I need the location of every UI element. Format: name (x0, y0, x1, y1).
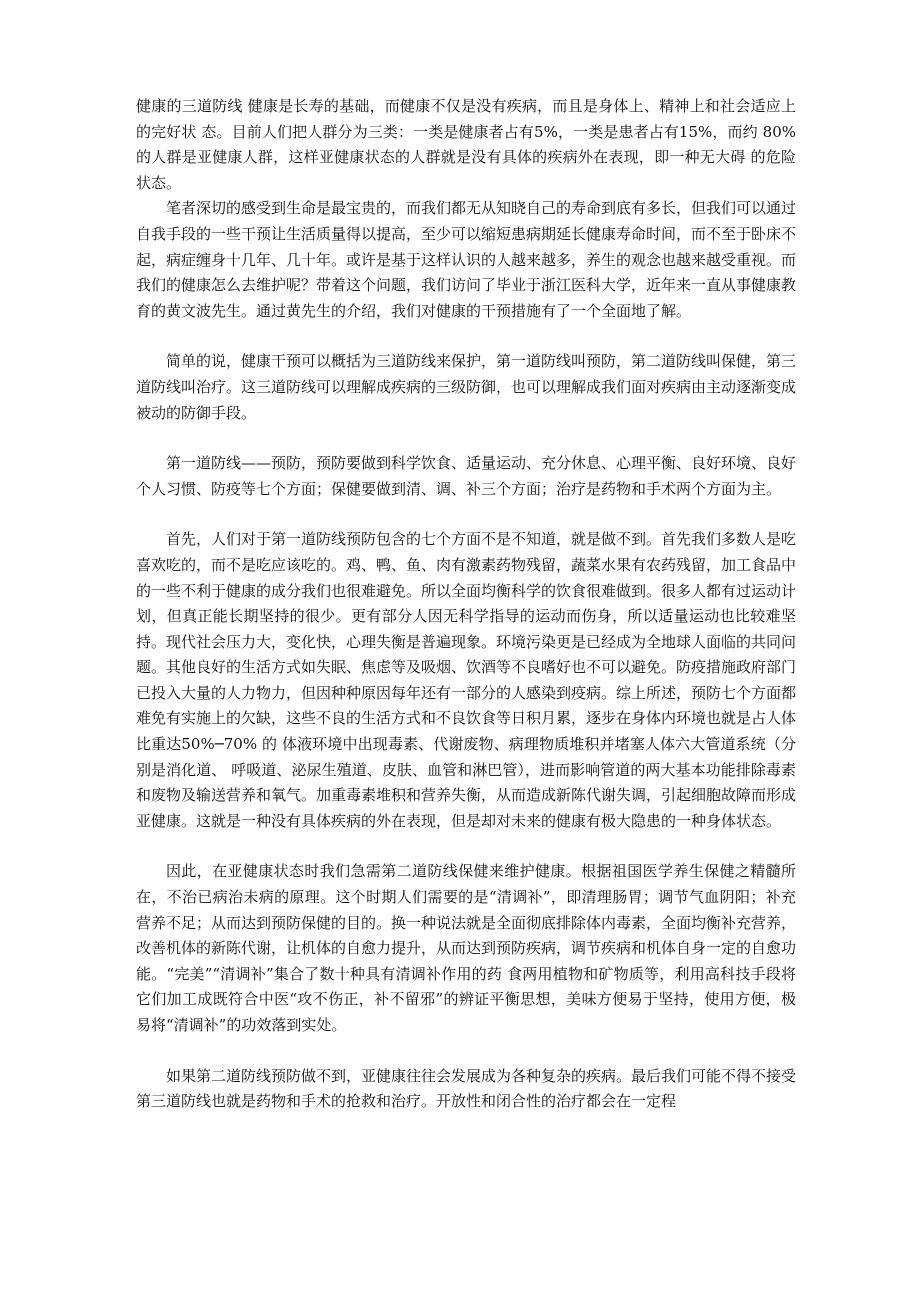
paragraph-prevention-details: 首先，人们对于第一道防线预防包含的七个方面不是不知道，就是做不到。首先我们多数人是吃喜欢吃的，而不是吃应该吃的。鸡、鸭、鱼、肉有激素药物残留，蔬菜水果有农药残留，加工食品中的一些不利于健康的成分我们也很难避免。所以全面均衡科学的饮食很难做到。很多人都有过运动计划，但真正能长期坚持的很少。更有部分人因无科学指导的运动而伤身，所以适量运动也比较难坚持。现代社会压力大，变化快，心理失衡是普遍现象。环境污染更是已经成为全地球人面临的共同问题。其他良好的生活方式如失眠、焦虑等及吸烟、饮酒等不良嗜好也不可以避免。防疫措施政府部门已投入大量的人力物力，但因种种原因每年还有一部分的人感染到疫病。综上所述，预防七个方面都难免有实施上的欠缺，这些不良的生活方式和不良饮食等日积月累，逐步在身体内环境也就是占人体比重达50%─70% 的 体液环境中出现毒素、代谢废物、病理物质堆积并堵塞人体六大管道系统（分别是消化道、 呼吸道、泌尿生殖道、皮肤、血管和淋巴管），进而影响管道的两大基本功能排除毒素和废物及输送营养和氧气。加重毒素堆积和营养失衡，从而造成新陈代谢失调，引起细胞故障而形成亚健康。这就是一种没有具体疾病的外在表现，但是却对未来的健康有极大隐患的一种身体状态。 (136, 530, 797, 830)
document-page (136, 94, 796, 1115)
paragraph-third-defense: 如果第二道防线预防做不到，亚健康往往会发展成为各种复杂的疾病。最后我们可能不得不接受第三道防线也就是药物和手术的抢救和治疗。开放性和闭合性的治疗都会在一定程 (136, 1066, 797, 1111)
paragraph-three-defenses: 简单的说，健康干预可以概括为三道防线来保护，第一道防线叫预防，第二道防线叫保健，第三道防线叫治疗。这三道防线可以理解成疾病的三级防御，也可以理解成我们面对疾病由主动逐渐变成被动的防御手段。 (136, 352, 797, 422)
paragraph-author-interview: 笔者深切的感受到生命是最宝贵的，而我们都无从知晓自己的寿命到底有多长，但我们可以通过自我手段的一些干预让生活质量得以提高，至少可以缩短患病期延长健康寿命时间，而不至于卧床不起，病症缠身十几年、几十年。或许是基于这样认识的人越来越多，养生的观念也越来越受重视。而我们的健康怎么去维护呢？带着这个问题，我们访问了毕业于浙江医科大学，近年来一直从事健康教育的黄文波先生。通过黄先生的介绍，我们对健康的干预措施有了一个全面地了解。 (136, 199, 797, 320)
paragraph-first-defense: 第一道防线——预防，预防要做到科学饮食、适量运动、充分休息、心理平衡、良好环境、良好个人习惯、防疫等七个方面；保健要做到清、调、补三个方面；治疗是药物和手术两个方面为主。 (136, 454, 797, 498)
paragraph-second-defense: 因此，在亚健康状态时我们急需第二道防线保健来维护健康。根据祖国医学养生保健之精髓所在，不治已病治未病的原理。这个时期人们需要的是“清调补”，即清理肠胃；调节气血阴阳；补充营养不足；从而达到预防保健的目的。换一种说法就是全面彻底排除体内毒素，全面均衡补充营养，改善机体的新陈代谢，让机体的自愈力提升，从而达到预防疾病，调节疾病和机体自身一定的自愈功能。“完美”“清调补”集合了数十种具有清调补作用的药 食两用植物和矿物质等，利用高科技手段将它们加工成既符合中医“攻不伤正，补不留邪”的辨证平衡思想，美味方便易于坚持，使用方便，极易将“清调补”的功效落到实处。 (136, 862, 797, 1034)
paragraph-intro: 健康的三道防线 健康是长寿的基础，而健康不仅是没有疾病，而且是身体上、精神上和社会适应上的完好状 态。目前人们把人群分为三类：一类是健康者占有5%，一类是患者占有15%，而约 80% 的人群是亚健康人群，这样亚健康状态的人群就是没有具体的疾病外在表现，即一种无大碍 的危险状态。 (136, 97, 796, 192)
